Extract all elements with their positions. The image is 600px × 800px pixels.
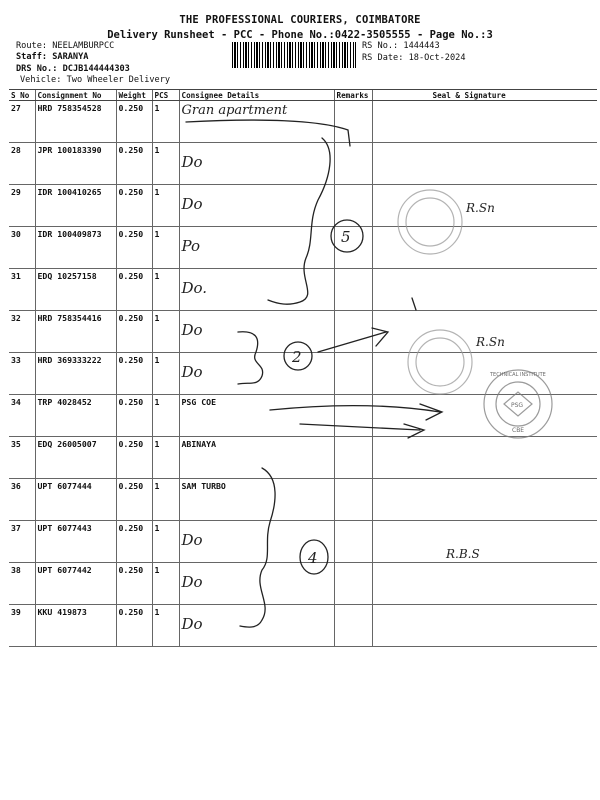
consignee-name: PSG COE [181,397,217,407]
serial-number: 39 [9,605,35,647]
handwritten-consignee: Do [181,363,203,381]
consignment-number: KKU 419873 [35,605,116,647]
drs-label: DRS No.: [16,64,58,74]
pieces-count: 1 [152,479,179,521]
seal-signature-cell [372,311,597,353]
table-row [9,227,597,269]
consignee-details [179,437,334,479]
consignee-details [179,353,334,395]
consignment-number: HRD 758354416 [35,311,116,353]
staff-value: SARANYA [52,52,89,62]
pieces-count: 1 [152,353,179,395]
remarks-cell [334,521,372,563]
table-header-row [9,90,597,101]
handwritten-consignee: Do [181,321,203,339]
vehicle-line [20,75,170,86]
serial-number: 30 [9,227,35,269]
consignment-number: JPR 100183390 [35,143,116,185]
table-row [9,437,597,479]
table-row [9,311,597,353]
serial-number: 29 [9,185,35,227]
remarks-cell [334,563,372,605]
seal-signature-cell [372,353,597,395]
remarks-cell [334,605,372,647]
serial-number: 37 [9,521,35,563]
runsheet-table [9,89,597,647]
remarks-cell [334,479,372,521]
remarks-cell [334,185,372,227]
pieces-count: 1 [152,101,179,143]
consignment-number: EDQ 10257158 [35,269,116,311]
drs-value: DCJB144444303 [62,64,130,74]
handwritten-consignee: Do [181,195,203,213]
pieces-count: 1 [152,605,179,647]
handwritten-consignee: Do. [181,279,208,297]
consignment-number: UPT 6077442 [35,563,116,605]
remarks-cell [334,353,372,395]
pieces-count: 1 [152,227,179,269]
consignee-details [179,101,334,143]
signature: R.B.S [446,547,480,561]
consignee-details [179,395,334,437]
seal-signature-cell [372,395,597,437]
seal-signature-cell [372,563,597,605]
table-row [9,101,597,143]
handwritten-consignee: Do [181,531,203,549]
pieces-count: 1 [152,563,179,605]
consignment-number: UPT 6077444 [35,479,116,521]
weight-value: 0.250 [116,395,152,437]
column-header: Consignment No [35,90,116,101]
barcode [232,42,356,68]
serial-number: 28 [9,143,35,185]
serial-number: 31 [9,269,35,311]
serial-number: 33 [9,353,35,395]
weight-value: 0.250 [116,563,152,605]
consignee-details [179,563,334,605]
count-label: 2 [292,348,302,366]
serial-number: 27 [9,101,35,143]
table-row [9,605,597,647]
weight-value: 0.250 [116,353,152,395]
column-header: S No [9,90,35,101]
count-label: 4 [308,549,318,567]
route-value: NEELAMBURPCC [52,41,115,51]
stamp-text: PSG [511,402,524,409]
weight-value: 0.250 [116,185,152,227]
rs-date-label: RS Date: [362,53,404,63]
serial-number: 36 [9,479,35,521]
handwritten-consignee: Gran apartment [181,103,288,118]
table-row [9,269,597,311]
serial-number: 32 [9,311,35,353]
seal-signature-cell [372,479,597,521]
consignment-number: HRD 369333222 [35,353,116,395]
weight-value: 0.250 [116,143,152,185]
seal-signature-cell [372,143,597,185]
vehicle-value: Two Wheeler Delivery [66,75,171,85]
consignee-name: ABINAYA [181,439,217,449]
remarks-cell [334,395,372,437]
rs-no-value: 1444443 [403,41,440,51]
table-row [9,353,597,395]
stamp-text: TECHNICAL INSTITUTE [490,372,546,378]
signature: R.Sn [466,201,495,215]
remarks-cell [334,311,372,353]
seal-signature-cell [372,521,597,563]
pieces-count: 1 [152,521,179,563]
rs-date-value: 18-Oct-2024 [408,53,466,63]
seal-signature-cell [372,185,597,227]
pieces-count: 1 [152,143,179,185]
column-header: Seal & Signature [372,90,597,101]
pieces-count: 1 [152,269,179,311]
remarks-cell [334,269,372,311]
weight-value: 0.250 [116,605,152,647]
weight-value: 0.250 [116,521,152,563]
rs-no-label: RS No.: [362,41,399,51]
runsheet-subtitle: Delivery Runsheet - PCC - Phone No.:0422-3505555 - Page No.:3 [107,29,493,41]
consignment-number: IDR 100409873 [35,227,116,269]
consignee-name: SAM TURBO [181,481,226,491]
consignment-number: IDR 100410265 [35,185,116,227]
seal-signature-cell [372,269,597,311]
table-row [9,563,597,605]
seal-signature-cell [372,437,597,479]
column-header: Weight [116,90,152,101]
column-header: PCS [152,90,179,101]
weight-value: 0.250 [116,437,152,479]
seal-signature-cell [372,605,597,647]
table-row [9,479,597,521]
company-title: THE PROFESSIONAL COURIERS, COIMBATORE [179,14,421,26]
pieces-count: 1 [152,311,179,353]
signature: R.Sn [476,335,505,349]
consignee-details [179,605,334,647]
vehicle-label: Vehicle: [20,75,62,85]
serial-number: 38 [9,563,35,605]
consignee-details [179,269,334,311]
consignment-number: UPT 6077443 [35,521,116,563]
consignment-number: EDQ 26005007 [35,437,116,479]
remarks-cell [334,437,372,479]
column-header: Remarks [334,90,372,101]
count-label: 5 [341,228,351,246]
table-row [9,521,597,563]
table-row [9,185,597,227]
drs-line [16,64,130,75]
weight-value: 0.250 [116,269,152,311]
consignment-number: HRD 758354528 [35,101,116,143]
route-label: Route: [16,41,48,51]
weight-value: 0.250 [116,479,152,521]
rs-no-line [362,41,440,52]
stamp-text: CBE [512,427,525,434]
table-row [9,395,597,437]
pieces-count: 1 [152,395,179,437]
weight-value: 0.250 [116,101,152,143]
handwritten-consignee: Do [181,153,203,171]
pieces-count: 1 [152,437,179,479]
consignee-details [179,185,334,227]
remarks-cell [334,101,372,143]
serial-number: 35 [9,437,35,479]
serial-number: 34 [9,395,35,437]
handwritten-consignee: Do [181,615,203,633]
consignee-details [179,311,334,353]
column-header: Consignee Details [179,90,334,101]
pieces-count: 1 [152,185,179,227]
consignee-details [179,143,334,185]
consignee-details [179,521,334,563]
staff-line [16,52,88,63]
staff-label: Staff: [16,52,48,62]
seal-signature-cell [372,227,597,269]
handwritten-consignee: Do [181,573,203,591]
handwritten-consignee: Po [181,237,201,255]
table-row [9,143,597,185]
weight-value: 0.250 [116,227,152,269]
consignee-details [179,479,334,521]
weight-value: 0.250 [116,311,152,353]
rs-date-line [362,53,466,64]
consignee-details [179,227,334,269]
remarks-cell [334,227,372,269]
consignment-number: TRP 4028452 [35,395,116,437]
route-line [16,41,114,52]
remarks-cell [334,143,372,185]
seal-signature-cell [372,101,597,143]
